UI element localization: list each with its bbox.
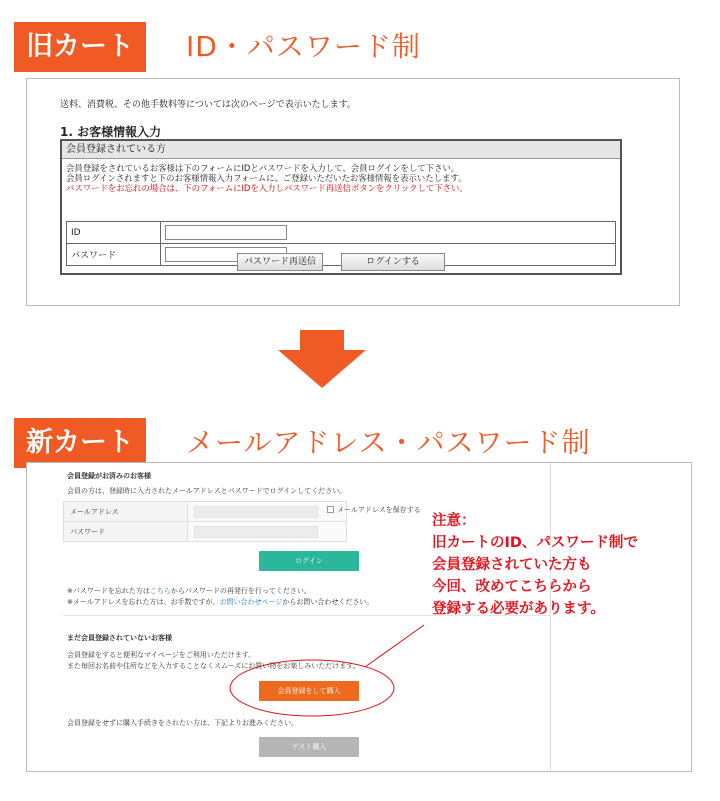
member-section-title: 会員登録がお済みのお客様	[67, 472, 151, 480]
old-cart-headline: ID・パスワード制	[186, 30, 421, 63]
password-cell	[188, 522, 347, 542]
desc-line: 会員ログインされますと下のお客様情報入力フォームに、ご登録いただいたお客様情報を表示いたします。	[66, 173, 467, 183]
member-section-desc: 会員の方は、登録時に入力されたメールアドレスとパスワードでログインしてください。	[67, 487, 347, 495]
nonmember-desc-line: 会員登録をすると便利なマイページをご利用いただけます。	[67, 651, 256, 659]
forgot-password-link[interactable]: こちら	[149, 587, 171, 595]
old-cart-login-panel	[26, 78, 680, 306]
new-login-form	[63, 501, 347, 542]
guest-desc: 会員登録をせずに購入手続きをされたい方は、下記よりお進みください。	[67, 719, 298, 727]
arrow-down-icon	[278, 330, 366, 388]
forgot-password-suffix: からパスワードの再発行を行ってください。	[170, 587, 311, 595]
resend-password-button[interactable]: パスワード再送信	[237, 253, 323, 271]
remember-email-label: メールアドレスを保存する	[337, 506, 421, 514]
new-cart-badge: 新カート	[14, 418, 146, 468]
forgot-email-prefix: ※メールアドレスを忘れた方は、お手数ですが、	[67, 598, 220, 606]
member-box-title: 会員登録されている方	[62, 141, 620, 159]
id-label: ID	[67, 222, 161, 244]
callout-line: 会員登録されていた方も	[432, 557, 592, 573]
password-label: パスワード	[67, 244, 161, 266]
register-and-purchase-button[interactable]: 会員登録をして購入	[259, 681, 359, 701]
password-input[interactable]	[194, 526, 318, 538]
id-cell	[161, 222, 616, 244]
callout-line: 登録する必要があります。	[432, 601, 605, 617]
forgot-password-prefix: ※パスワードを忘れた方は	[67, 587, 150, 595]
forgot-password-note	[67, 586, 311, 596]
nonmember-desc-line: また毎回お名前や住所などを入力することなくスムーズにお買い物をお楽しみいただけます。	[67, 662, 360, 670]
customer-info-title: 1. お客様情報入力	[60, 125, 162, 139]
new-cart-headline: メールアドレス・パスワード制	[186, 426, 591, 459]
callout-line: 旧カートのID、パスワード制で	[432, 535, 638, 551]
remember-email-checkbox[interactable]	[327, 506, 334, 513]
old-cart-badge: 旧カート	[14, 22, 146, 72]
email-input[interactable]	[194, 506, 318, 518]
forgot-email-suffix: からお問い合わせください。	[282, 598, 374, 606]
password-label: パスワード	[64, 522, 188, 542]
table-row	[64, 502, 347, 522]
table-row	[67, 222, 616, 244]
guest-purchase-button[interactable]: ゲスト購入	[259, 737, 359, 757]
callout-line: 今回、改めてこちらから	[432, 579, 592, 595]
callout-line: 注意：	[432, 513, 476, 529]
forgot-email-note	[67, 597, 373, 607]
desc-line-warning: パスワードをお忘れの場合は、下のフォームにIDを入力しパスワード再送信ボタンをクリックして下さい。	[66, 183, 468, 193]
id-input[interactable]	[165, 225, 287, 240]
desc-line: 会員登録をされているお客様は下のフォームにIDとパスワードを入力して、会員ログインをして下さい。	[66, 163, 460, 173]
nonmember-section-title: まだ会員登録されていないお客様	[67, 634, 172, 642]
table-row	[64, 522, 347, 542]
member-box-description	[62, 159, 620, 193]
old-login-button[interactable]: ログインする	[341, 253, 445, 271]
email-cell	[188, 502, 347, 522]
login-button[interactable]: ログイン	[259, 551, 359, 571]
shipping-note: 送料、消費税、その他手数料等については次のページで表示いたします。	[60, 100, 356, 110]
email-label: メールアドレス	[64, 502, 188, 522]
attention-callout	[432, 510, 638, 620]
contact-page-link[interactable]: お問い合わせページ	[219, 598, 283, 606]
remember-email-option[interactable]	[327, 505, 421, 515]
